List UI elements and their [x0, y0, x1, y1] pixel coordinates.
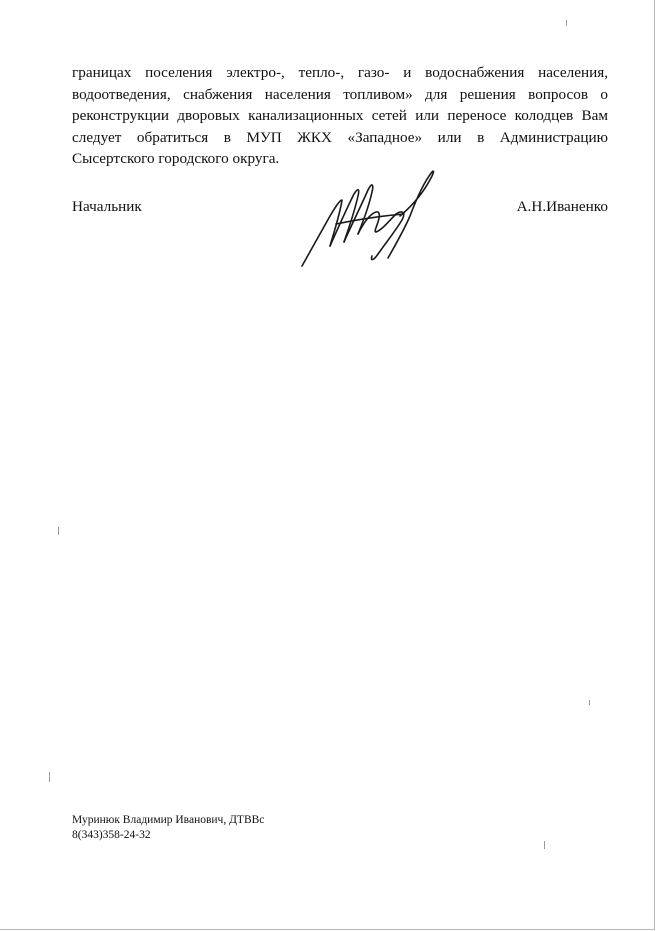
letter-body	[72, 62, 608, 170]
signatory-name: А.Н.Иваненко	[516, 198, 608, 215]
body-line: границах поселения электро-, тепло-, газо- и водоснабжения населения,	[72, 64, 608, 81]
body-line: Сысертского городского округа.	[72, 150, 280, 167]
signatory-position: Начальник	[72, 198, 142, 215]
scan-artifact	[544, 841, 545, 849]
body-line: реконструкции дворовых канализационных сетей или переносе колодцев Вам	[72, 107, 608, 124]
executor-name: Муринюк Владимир Иванович, ДТВВс	[72, 814, 265, 826]
executor-phone: 8(343)358-24-32	[72, 829, 151, 841]
body-line: следует обратиться в МУП ЖКХ «Западное» или в Администрацию	[72, 128, 608, 146]
handwritten-signature	[296, 166, 440, 270]
executor-contact	[72, 813, 264, 843]
scan-artifact	[49, 772, 50, 782]
body-line: водоотведения, снабжения населения топливом» для решения вопросов о	[72, 85, 608, 103]
scan-artifact	[566, 20, 567, 26]
scan-artifact	[58, 527, 59, 535]
scan-artifact	[589, 700, 590, 705]
